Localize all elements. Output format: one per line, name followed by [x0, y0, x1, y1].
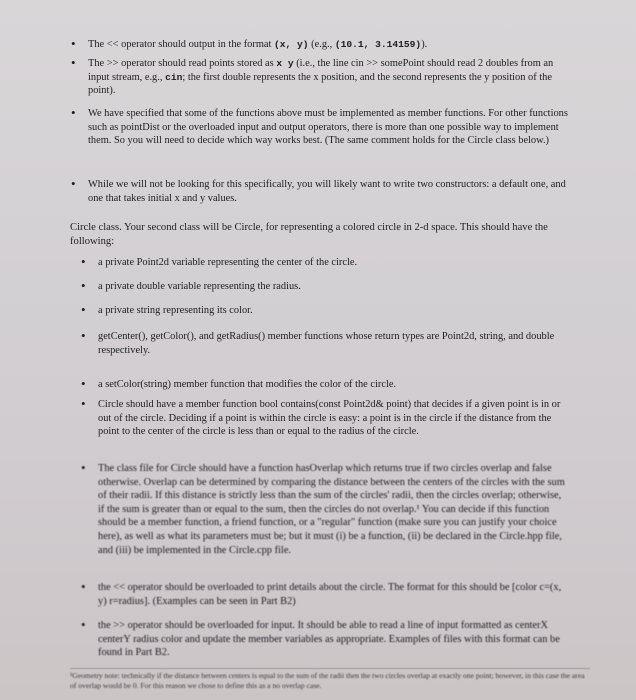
- bullet-icon: •: [71, 105, 76, 120]
- list-item: • the >> operator should be overloaded for input. It should be able to read a line of input formatted as centerX centerY radius color and update the member variables as appropriate. Examples of files with this format can be found in Part B2.: [81, 617, 560, 659]
- bullet-icon: •: [81, 302, 86, 317]
- list-item: • The << operator should output in the format (x, y) (e.g., (10.1, 3.14159)).: [71, 36, 428, 51]
- bullet-icon: •: [81, 328, 86, 343]
- list-item: • The >> operator should read points stored as x y (i.e., the line cin >> somePoint should read 2 doubles from an input stream, e.g., cin; the first double represents the x position, and the second represents the y position of the point).: [71, 55, 554, 97]
- list-item: • Circle should have a member function bool contains(const Point2d& point) that decides if a given point is in or out of the circle. Deciding if a point is within the circle is easy: a point is in the circle if the distance from the point to the center of the circle is less than or equal to the radius of the circle.: [81, 396, 561, 438]
- circle-class-intro: Circle class. Your second class will be Circle, for representing a colored circle in 2-d space. This should have the following:: [70, 222, 548, 247]
- list-item: • a private Point2d variable representing the center of the circle.: [81, 254, 358, 269]
- list-item: • While we will not be looking for this specifically, you will likely want to write two constructors: a default one, and one that takes initial x and y values.: [71, 176, 566, 204]
- list-item: • the << operator should be overloaded to print details about the circle. The format for this should be [color c=(x, y) r=radius]. (Examples can be seen in Part B2): [81, 579, 562, 607]
- footnote: ¹Geometry note: technically if the distance between centers is equal to the sum of the radii then the two circles overlap at exactly one point; however, in this case the area of overlap would be 0. For this reason we chose to define this as a no overlap case.: [70, 668, 590, 691]
- list-item: • The class file for Circle should have a function hasOverlap which returns true if two circles overlap and false otherwise. Overlap can be determined by comparing the distance between the centers of the circles with the sum of their radii. If this distance is strictly less than the sum of the circles' radii, then the circles overlap; otherwise, if the sum is greater than or equal to the sum, then the circles do not overlap.¹ You can decide if this function should be a member function, a friend function, or a "regular" function (make sure you can justify your choice here), as well as what its parameters must be; but it must (i) be a function, (ii) be declared in the Circle.hpp file, and (iii) be implemented in the Circle.cpp file.: [81, 460, 565, 556]
- list-item: • We have specified that some of the functions above must be implemented as member functions. For other functions such as pointDist or the overloaded input and output operators, there is more than one possible way to implement them. So you will need to decide which way works best. (The same comment holds for the Circle class below.): [71, 105, 568, 147]
- bullet-icon: •: [71, 36, 76, 51]
- list-item: • a private string representing its color.: [81, 302, 253, 317]
- bullet-icon: •: [71, 176, 76, 191]
- bullet-icon: •: [81, 376, 86, 391]
- bullet-icon: •: [81, 579, 86, 594]
- bullet-icon: •: [81, 460, 86, 475]
- list-item: • a private double variable representing the radius.: [81, 278, 301, 293]
- bullet-icon: •: [81, 617, 86, 632]
- list-item: • getCenter(), getColor(), and getRadius() member functions whose return types are Point2d, string, and double respectively.: [81, 328, 555, 356]
- bullet-icon: •: [71, 55, 76, 70]
- bullet-icon: •: [81, 396, 86, 411]
- list-item: • a setColor(string) member function that modifies the color of the circle.: [81, 376, 397, 391]
- bullet-icon: •: [81, 278, 86, 293]
- bullet-icon: •: [81, 254, 86, 269]
